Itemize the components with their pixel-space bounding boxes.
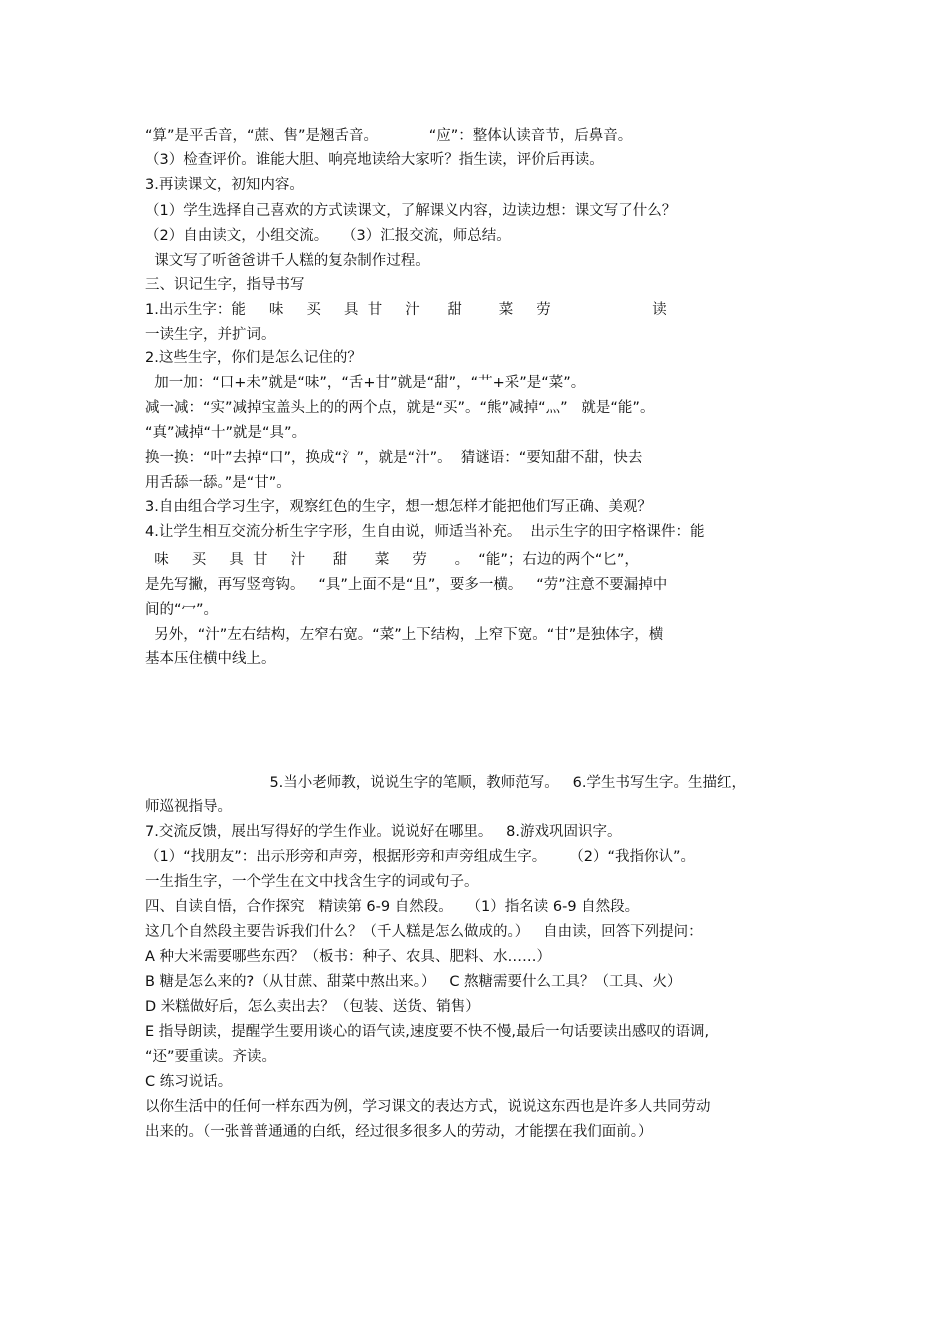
text-line: 出来的。（一张普普通通的白纸，经过很多很多人的劳动，才能摆在我们面前。） [145, 1124, 653, 1140]
text-line: 味 买 具 甘 汁 甜 菜 劳 。 “能”；右边的两个“匕”， [145, 552, 639, 568]
text-line: 四、自读自悟，合作探究 精读第 6-9 自然段。 （1）指名读 6-9 自然段。 [145, 899, 640, 915]
text-line: 课文写了听爸爸讲千人糕的复杂制作过程。 [145, 253, 430, 269]
text-line: 7.交流反馈，展出写得好的学生作业。说说好在哪里。 8.游戏巩固识字。 [145, 824, 622, 840]
text-line: 加一加：“口+未”就是“味”，“舌+甘”就是“甜”，“艹+采”是“菜”。 [145, 375, 586, 391]
text-line: （2）自由读文，小组交流。 （3）汇报交流，师总结。 [145, 228, 511, 244]
text-line: E 指导朗读，提醒学生要用谈心的语气读,速度要不快不慢,最后一句话要读出感叹的语调, [145, 1024, 710, 1040]
text-line: 一读生字，并扩词。 [145, 327, 276, 343]
text-line: 1.出示生字：能 味 买 具 甘 汁 甜 菜 劳 读 [145, 302, 667, 318]
text-line: 减一减：“实”减掉宝盖头上的的两个点，就是“买”。“熊”减掉“灬” 就是“能”。 [145, 400, 655, 416]
text-line: 4.让学生相互交流分析生字字形，生自由说，师适当补充。 出示生字的田字格课件：能 [145, 524, 705, 540]
text-line: 3.再读课文，初知内容。 [145, 177, 304, 193]
text-line: “还”要重读。齐读。 [145, 1049, 277, 1065]
text-line: 换一换：“叶”去掉“口”，换成“氵”，就是“汁”。 猜谜语：“要知甜不甜，快去 [145, 450, 643, 466]
text-line: （3）检查评价。谁能大胆、响亮地读给大家听？指生读，评价后再读。 [145, 152, 604, 168]
text-line: 师巡视指导。 [145, 799, 232, 815]
text-line: A 种大米需要哪些东西？（板书：种子、农具、肥料、水……） [145, 949, 552, 965]
text-line: （1）学生选择自己喜欢的方式读课文，了解课义内容，边读边想：课文写了什么？ [145, 203, 677, 219]
text-line: 间的“冖”。 [145, 602, 219, 618]
text-line: C 练习说话。 [145, 1074, 233, 1090]
text-line: D 米糕做好后，怎么卖出去？（包装、送货、销售） [145, 999, 480, 1015]
text-line: 3.自由组合学习生字，观察红色的生字，想一想怎样才能把他们写正确、美观？ [145, 499, 652, 515]
text-line: 是先写撇，再写竖弯钩。 “具”上面不是“且”，要多一横。 “劳”注意不要漏掉中 [145, 577, 668, 593]
text-line: 2.这些生字，你们是怎么记住的？ [145, 350, 362, 366]
text-line: 三、识记生字，指导书写 [145, 277, 305, 293]
text-line: 5.当小老师教，说说生字的笔顺，教师范写。 6.学生书写生字。生描红， [145, 775, 746, 791]
text-line: （1）“找朋友”：出示形旁和声旁，根据形旁和声旁组成生字。 （2）“我指你认”。 [145, 849, 696, 865]
text-line: B 糖是怎么来的?（从甘蔗、甜菜中熬出来。） C 熬糖需要什么工具？（工具、火） [145, 974, 682, 990]
text-line: 基本压住横中线上。 [145, 651, 276, 667]
text-line: “真”减掉“十”就是“具”。 [145, 425, 307, 441]
text-line: “算”是平舌音，“蔗、售”是翘舌音。 “应”：整体认读音节，后鼻音。 [145, 128, 633, 144]
text-line: 用舌舔一舔。”是“甘”。 [145, 475, 291, 491]
text-line: 另外，“汁”左右结构，左窄右宽。“菜”上下结构，上窄下宽。“甘”是独体字，横 [145, 627, 664, 643]
text-line: 以你生活中的任何一样东西为例，学习课文的表达方式，说说这东西也是许多人共同劳动 [145, 1099, 711, 1115]
text-line: 这几个自然段主要告诉我们什么？（千人糕是怎么做成的。） 自由读，回答下列提问： [145, 924, 703, 940]
text-line: 一生指生字，一个学生在文中找含生字的词或句子。 [145, 874, 479, 890]
